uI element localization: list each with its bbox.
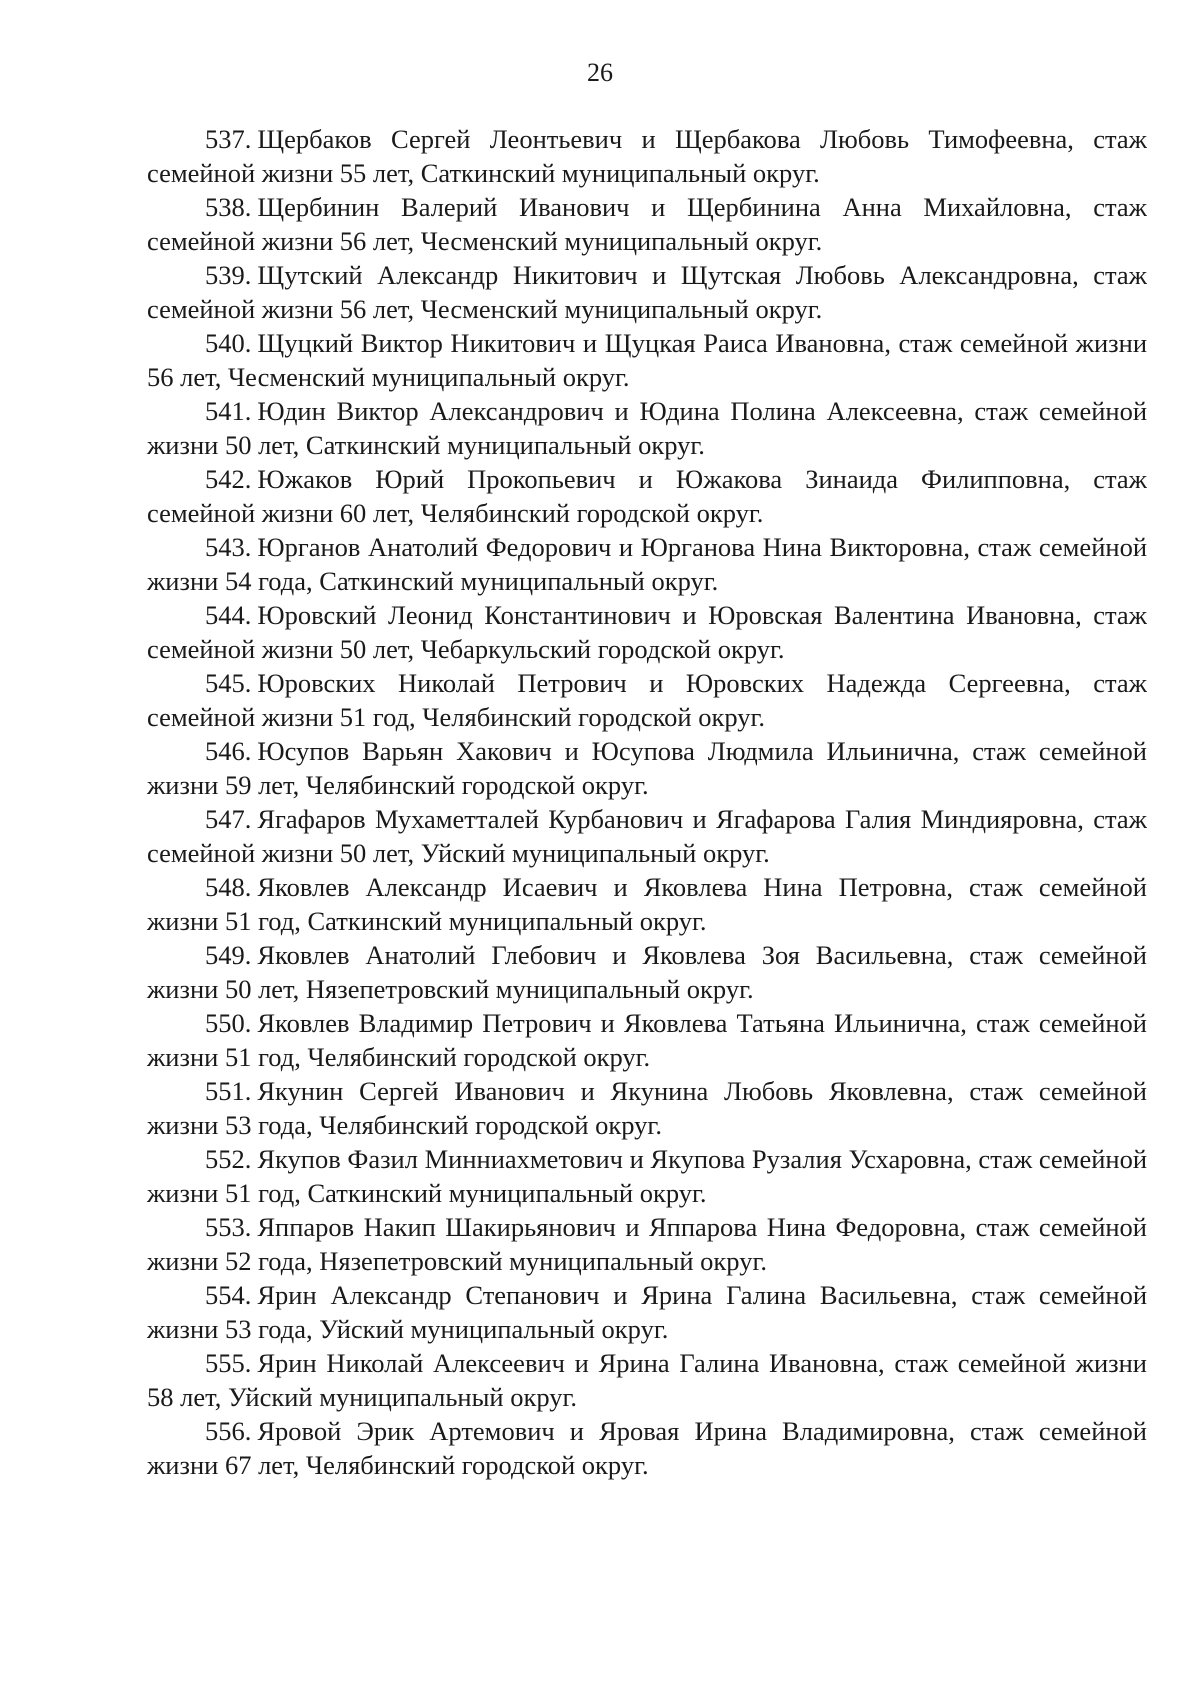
entry-number: 555. — [205, 1348, 252, 1378]
entry-number: 546. — [205, 736, 252, 766]
entry-text: Ярин Александр Степанович и Ярина Галина Васильевна, стаж семейной жизни 53 года, Уйский муниципальный округ. — [147, 1280, 1147, 1344]
entry-number: 556. — [205, 1416, 252, 1446]
entry-number: 542. — [205, 464, 252, 494]
entry-number: 541. — [205, 396, 252, 426]
list-item — [147, 1346, 1147, 1414]
entry-number: 550. — [205, 1008, 252, 1038]
entry-number: 551. — [205, 1076, 252, 1106]
entry-list — [147, 122, 1147, 1482]
entry-text: Яковлев Александр Исаевич и Яковлева Нина Петровна, стаж семейной жизни 51 год, Саткинский муниципальный округ. — [147, 872, 1147, 936]
entry-text: Щербинин Валерий Иванович и Щербинина Анна Михайловна, стаж семейной жизни 56 лет, Чесменский муниципальный округ. — [147, 192, 1147, 256]
entry-number: 547. — [205, 804, 252, 834]
list-item — [147, 190, 1147, 258]
list-item — [147, 1142, 1147, 1210]
list-item — [147, 666, 1147, 734]
entry-text: Яровой Эрик Артемович и Яровая Ирина Владимировна, стаж семейной жизни 67 лет, Челябинский городской округ. — [147, 1416, 1147, 1480]
list-item — [147, 326, 1147, 394]
entry-text: Юрганов Анатолий Федорович и Юрганова Нина Викторовна, стаж семейной жизни 54 года, Саткинский муниципальный округ. — [147, 532, 1147, 596]
list-item — [147, 122, 1147, 190]
page-number: 26 — [587, 58, 613, 87]
list-item — [147, 802, 1147, 870]
entry-text: Якунин Сергей Иванович и Якунина Любовь Яковлевна, стаж семейной жизни 53 года, Челябинский городской округ. — [147, 1076, 1147, 1140]
entry-number: 553. — [205, 1212, 252, 1242]
entry-text: Юровских Николай Петрович и Юровских Надежда Сергеевна, стаж семейной жизни 51 год, Челябинский городской округ. — [147, 668, 1147, 732]
entry-text: Ягафаров Мухаметталей Курбанович и Ягафарова Галия Миндияровна, стаж семейной жизни 50 лет, Уйский муниципальный округ. — [147, 804, 1147, 868]
entry-text: Яппаров Накип Шакирьянович и Яппарова Нина Федоровна, стаж семейной жизни 52 года, Нязепетровский муниципальный округ. — [147, 1212, 1147, 1276]
list-item — [147, 258, 1147, 326]
entry-text: Ярин Николай Алексеевич и Ярина Галина Ивановна, стаж семейной жизни 58 лет, Уйский муниципальный округ. — [147, 1348, 1147, 1412]
list-item — [147, 734, 1147, 802]
list-item — [147, 394, 1147, 462]
entry-number: 545. — [205, 668, 252, 698]
list-item — [147, 1074, 1147, 1142]
list-item — [147, 1414, 1147, 1482]
entry-number: 540. — [205, 328, 252, 358]
entry-text: Юсупов Варьян Хакович и Юсупова Людмила Ильинична, стаж семейной жизни 59 лет, Челябинский городской округ. — [147, 736, 1147, 800]
entry-text: Якупов Фазил Минниахметович и Якупова Рузалия Усхаровна, стаж семейной жизни 51 год, Саткинский муниципальный округ. — [147, 1144, 1147, 1208]
entry-number: 552. — [205, 1144, 252, 1174]
list-item — [147, 462, 1147, 530]
entry-text: Щуцкий Виктор Никитович и Щуцкая Раиса Ивановна, стаж семейной жизни 56 лет, Чесменский муниципальный округ. — [147, 328, 1147, 392]
entry-number: 554. — [205, 1280, 252, 1310]
entry-text: Яковлев Владимир Петрович и Яковлева Татьяна Ильинична, стаж семейной жизни 51 год, Челябинский городской округ. — [147, 1008, 1147, 1072]
list-item — [147, 530, 1147, 598]
entry-text: Юровский Леонид Константинович и Юровская Валентина Ивановна, стаж семейной жизни 50 лет, Чебаркульский городской округ. — [147, 600, 1147, 664]
entry-text: Яковлев Анатолий Глебович и Яковлева Зоя Васильевна, стаж семейной жизни 50 лет, Нязепетровский муниципальный округ. — [147, 940, 1147, 1004]
entry-text: Щутский Александр Никитович и Щутская Любовь Александровна, стаж семейной жизни 56 лет, Чесменский муниципальный округ. — [147, 260, 1147, 324]
list-item — [147, 598, 1147, 666]
list-item — [147, 1006, 1147, 1074]
entry-number: 537. — [205, 124, 252, 154]
list-item — [147, 870, 1147, 938]
list-item — [147, 938, 1147, 1006]
entry-text: Щербаков Сергей Леонтьевич и Щербакова Любовь Тимофеевна, стаж семейной жизни 55 лет, Саткинский муниципальный округ. — [147, 124, 1147, 188]
entry-number: 548. — [205, 872, 252, 902]
entry-number: 543. — [205, 532, 252, 562]
entry-text: Юдин Виктор Александрович и Юдина Полина Алексеевна, стаж семейной жизни 50 лет, Саткинский муниципальный округ. — [147, 396, 1147, 460]
list-item — [147, 1278, 1147, 1346]
entry-number: 538. — [205, 192, 252, 222]
entry-number: 549. — [205, 940, 252, 970]
entry-number: 539. — [205, 260, 252, 290]
entry-number: 544. — [205, 600, 252, 630]
entry-text: Южаков Юрий Прокопьевич и Южакова Зинаида Филипповна, стаж семейной жизни 60 лет, Челябинский городской округ. — [147, 464, 1147, 528]
list-item — [147, 1210, 1147, 1278]
